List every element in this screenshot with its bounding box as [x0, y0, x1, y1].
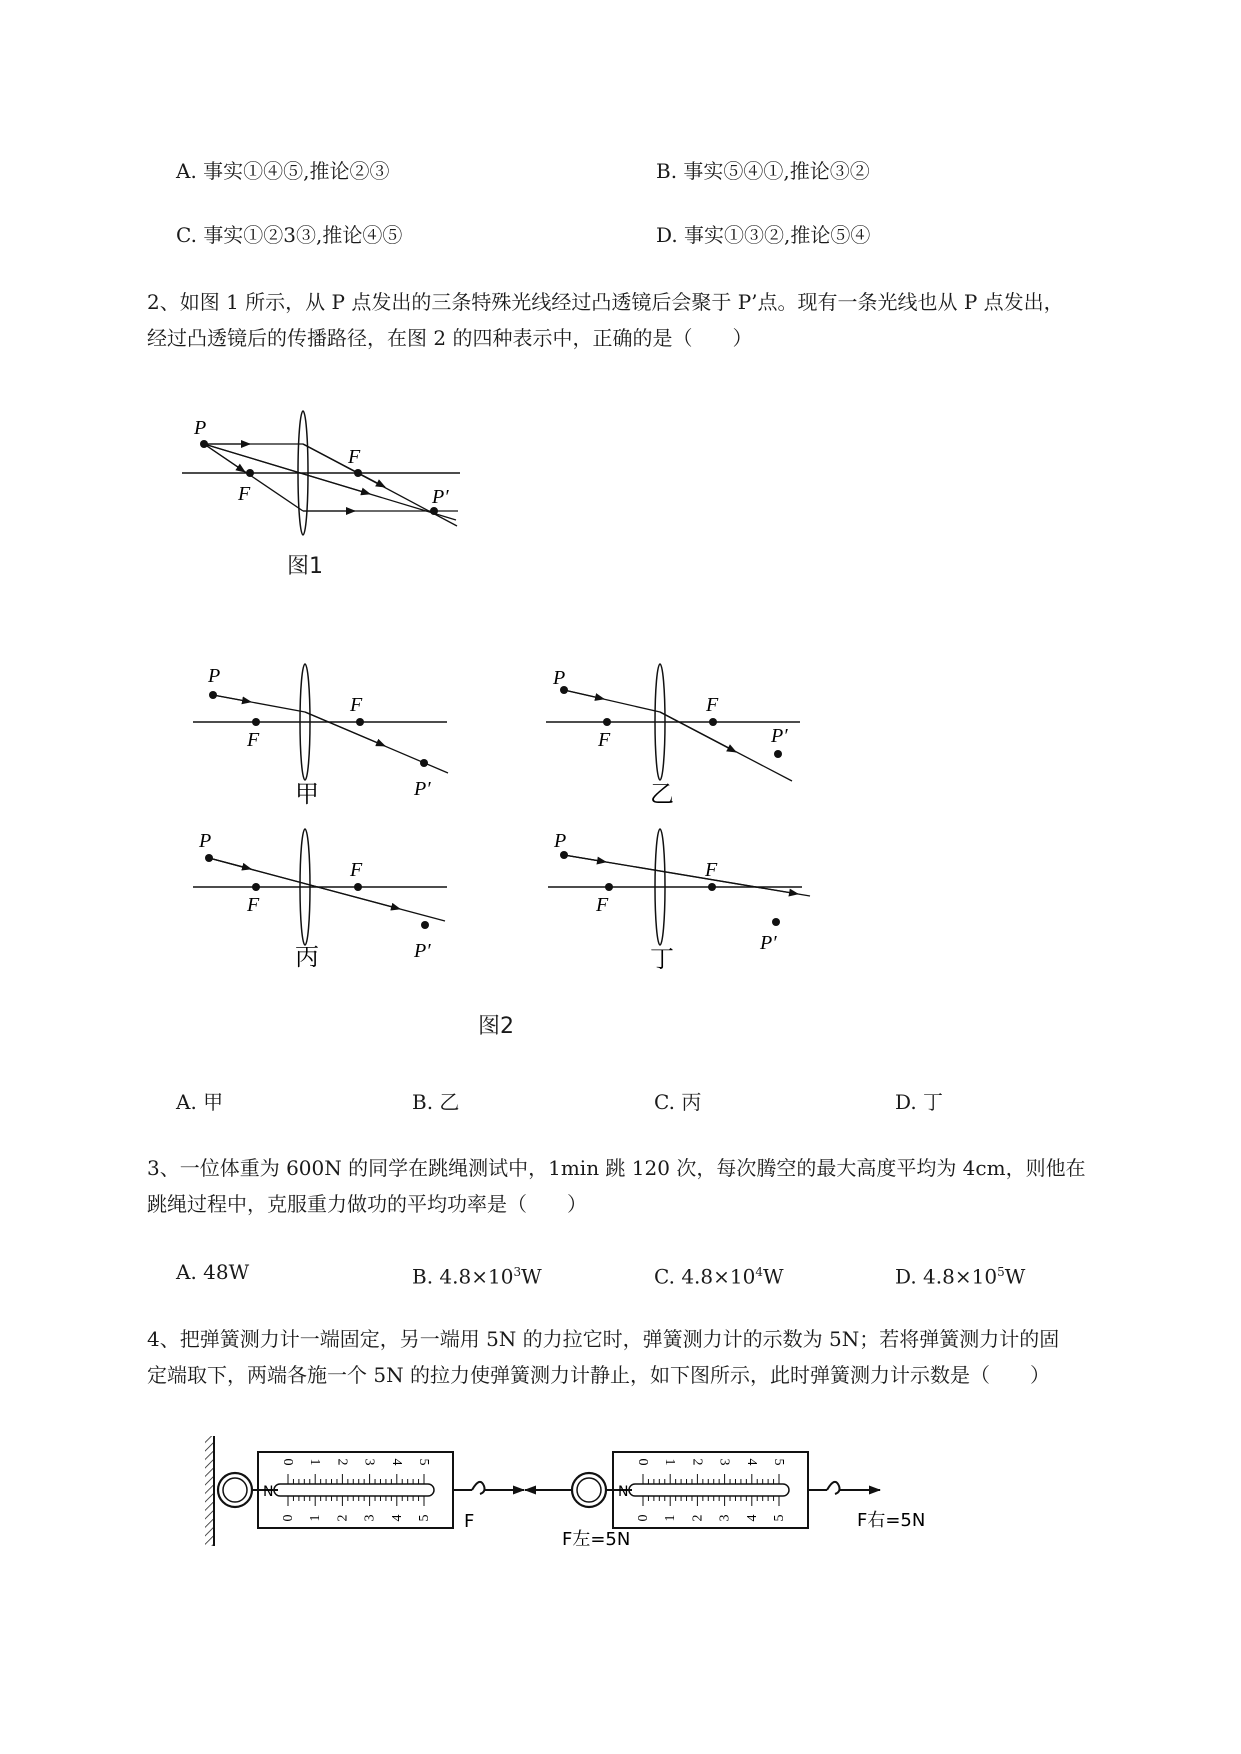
- scale-number: 4: [388, 1458, 404, 1466]
- scale-number: 3: [362, 1514, 378, 1522]
- label-f: F: [596, 894, 609, 916]
- q2-option-b: B. 乙: [412, 1090, 460, 1114]
- scale-number: 5: [417, 1514, 432, 1522]
- figure-2-panel-bing: [185, 825, 465, 975]
- unit-n: N: [263, 1484, 274, 1500]
- q3-option-a: A. 48W: [176, 1260, 250, 1284]
- figure-2-panel-ding: [540, 825, 830, 975]
- scale-number: 5: [772, 1514, 787, 1522]
- figure-1-caption: 图1: [287, 554, 323, 579]
- q1-option-a: A. 事实①④⑤,推论②③: [176, 159, 390, 183]
- scale-number: 3: [361, 1458, 377, 1466]
- scale-number: 2: [689, 1458, 705, 1466]
- q3-option-d: D. $4.8\times 10^5W$: [895, 1264, 1026, 1289]
- q2-option-a: A. 甲: [176, 1090, 224, 1114]
- q3-stem-line1: 3、一位体重为 600N 的同学在跳绳测试中，1min 跳 120 次，每次腾空的最大高度平均为 4cm，则他在: [147, 1156, 1086, 1180]
- q1-option-d: D. 事实①③②,推论⑤④: [656, 223, 871, 247]
- label-p: P: [199, 830, 212, 852]
- scale-number: 4: [744, 1514, 760, 1522]
- focus-left: [246, 469, 254, 477]
- unit-n: N: [618, 1484, 629, 1500]
- scale-number: 1: [662, 1458, 678, 1466]
- label-f: F: [706, 694, 719, 716]
- q3-option-c: C. $4.8\times 10^4W$: [654, 1264, 784, 1289]
- scale-number: 0: [281, 1514, 296, 1522]
- q1-option-c: C. 事实①②3③,推论④⑤: [176, 223, 403, 247]
- figure-2-caption: 图2: [478, 1014, 514, 1039]
- label-p: P: [194, 417, 207, 439]
- label-f-right: F右=5N: [857, 1510, 926, 1531]
- label-f: F: [464, 1511, 475, 1532]
- q4-stem: [147, 1321, 1147, 1393]
- spring-scale-fixed: [205, 1436, 524, 1546]
- scale-number: 2: [335, 1514, 351, 1522]
- scale-number: 4: [389, 1514, 405, 1522]
- scale-number: 1: [307, 1458, 323, 1466]
- q2-stem-line1: 2、如图 1 所示，从 P 点发出的三条特殊光线经过凸透镜后会聚于 P’点。现有一条光线也从 P 点发出，: [147, 290, 1064, 314]
- q2-stem-line2: 经过凸透镜后的传播路径，在图 2 的四种表示中，正确的是（ ）: [147, 326, 753, 350]
- spring-scale-free: [525, 1452, 925, 1550]
- label-p-prime: P′: [414, 778, 431, 800]
- q4-stem-line2: 定端取下，两端各施一个 5N 的拉力使弹簧测力计静止，如下图所示，此时弹簧测力计示数是（ ）: [147, 1363, 1050, 1387]
- q3-option-b: B. $4.8\times 10^3W$: [412, 1264, 542, 1289]
- label-f-right: F: [348, 446, 361, 468]
- label-f: F: [350, 694, 363, 716]
- label-f: F: [350, 859, 363, 881]
- label-f-left: F左=5N: [562, 1529, 631, 1550]
- scale-number: 4: [743, 1458, 759, 1466]
- label-p-prime: P′: [771, 725, 788, 747]
- label-f: F: [705, 859, 718, 881]
- scale-number: 1: [663, 1514, 679, 1522]
- q1-option-b: B. 事实⑤④①,推论③②: [656, 159, 870, 183]
- q2-option-d: D. 丁: [895, 1090, 944, 1114]
- label-f-left: F: [238, 483, 251, 505]
- scale-number: 1: [308, 1514, 324, 1522]
- scale-number: 2: [690, 1514, 706, 1522]
- q3-stem-line2: 跳绳过程中，克服重力做功的平均功率是（ ）: [147, 1192, 587, 1216]
- panel-label-ding: 丁: [650, 945, 674, 973]
- label-f: F: [247, 729, 260, 751]
- focus-right: [354, 469, 362, 477]
- scale-number: 0: [635, 1458, 650, 1466]
- point-p: [200, 440, 208, 448]
- panel-label-yi: 乙: [650, 780, 674, 808]
- figure-2-panel-yi: [540, 660, 820, 810]
- label-p: P: [554, 830, 567, 852]
- panel-label-jia: 甲: [295, 780, 319, 808]
- scale-number: 3: [717, 1514, 733, 1522]
- scale-number: 5: [771, 1458, 786, 1466]
- scale-number: 0: [636, 1514, 651, 1522]
- label-p: P: [208, 665, 221, 687]
- q2-option-c: C. 丙: [654, 1090, 702, 1114]
- spring-scale-figure: [200, 1430, 1020, 1560]
- label-p-prime: P′: [760, 932, 777, 954]
- label-p: P: [553, 667, 566, 689]
- label-p-prime: P′: [432, 486, 449, 508]
- figure-2-panel-jia: [185, 660, 465, 810]
- scale-number: 0: [280, 1458, 295, 1466]
- label-p-prime: P′: [414, 940, 431, 962]
- scale-number: 2: [334, 1458, 350, 1466]
- label-f: F: [247, 894, 260, 916]
- q2-stem: [147, 284, 1147, 356]
- point-p-prime: [430, 507, 438, 515]
- panel-label-bing: 丙: [295, 943, 319, 971]
- scale-number: 5: [416, 1458, 431, 1466]
- label-f: F: [598, 729, 611, 751]
- q4-stem-line1: 4、把弹簧测力计一端固定，另一端用 5N 的力拉它时，弹簧测力计的示数为 5N；若将弹簧测力计的固: [147, 1327, 1060, 1351]
- q3-stem: [147, 1150, 1147, 1222]
- scale-number: 3: [716, 1458, 732, 1466]
